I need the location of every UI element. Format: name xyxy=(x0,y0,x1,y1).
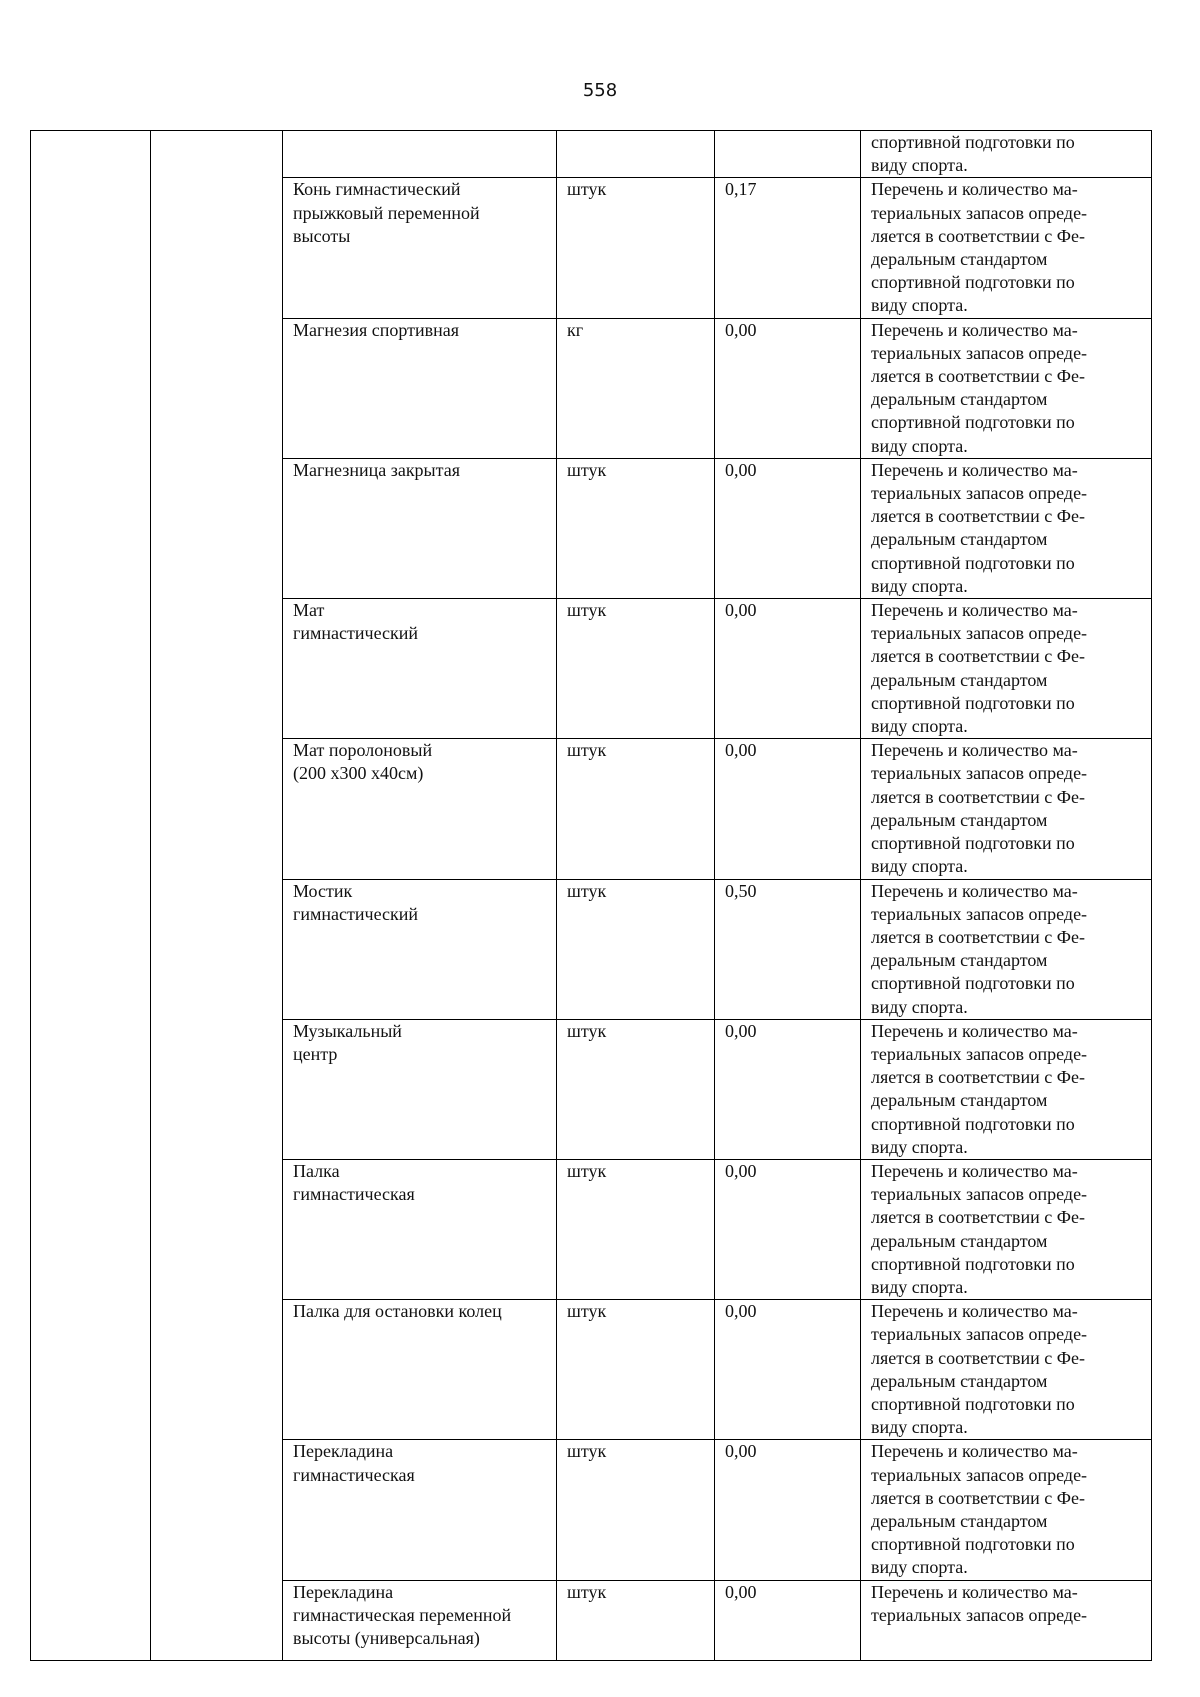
unit-cell: штук xyxy=(557,599,715,739)
note-cell: Перечень и количество ма- териальных запасов опреде- ляется в соответствии с Фе- деральным стандартом спортивной подготовки по виду спорта. xyxy=(861,1440,1152,1580)
note-cell: Перечень и количество ма- териальных запасов опреде- ляется в соответствии с Фе- деральным стандартом спортивной подготовки по виду спорта. xyxy=(861,1159,1152,1299)
item-name-cell: Магнезница закрытая xyxy=(283,458,557,598)
note-cell: Перечень и количество ма- териальных запасов опреде- ляется в соответствии с Фе- деральным стандартом спортивной подготовки по виду спорта. xyxy=(861,318,1152,458)
quantity-cell: 0,00 xyxy=(715,1159,861,1299)
unit-cell: штук xyxy=(557,178,715,318)
unit-cell: штук xyxy=(557,879,715,1019)
quantity-cell: 0,00 xyxy=(715,1440,861,1580)
item-name-cell: Палка гимнастическая xyxy=(283,1159,557,1299)
quantity-cell: 0,00 xyxy=(715,1019,861,1159)
note-cell: Перечень и количество ма- териальных запасов опреде- ляется в соответствии с Фе- деральным стандартом спортивной подготовки по виду спорта. xyxy=(861,1019,1152,1159)
note-cell: Перечень и количество ма- териальных запасов опреде- ляется в соответствии с Фе- деральным стандартом спортивной подготовки по виду спорта. xyxy=(861,178,1152,318)
quantity-cell: 0,00 xyxy=(715,318,861,458)
unit-cell: штук xyxy=(557,739,715,879)
quantity-cell: 0,00 xyxy=(715,739,861,879)
note-cell: Перечень и количество ма- териальных запасов опреде- xyxy=(861,1580,1152,1660)
item-name-cell: Палка для остановки колец xyxy=(283,1300,557,1440)
quantity-cell: 0,00 xyxy=(715,599,861,739)
unit-cell: штук xyxy=(557,458,715,598)
page-number: 558 xyxy=(582,80,618,101)
item-name-cell xyxy=(283,131,557,178)
quantity-cell xyxy=(715,131,861,178)
unit-cell: штук xyxy=(557,1019,715,1159)
note-cell: Перечень и количество ма- териальных запасов опреде- ляется в соответствии с Фе- деральным стандартом спортивной подготовки по виду спорта. xyxy=(861,739,1152,879)
table-row-continued xyxy=(31,131,1152,178)
note-cell: Перечень и количество ма- териальных запасов опреде- ляется в соответствии с Фе- деральным стандартом спортивной подготовки по виду спорта. xyxy=(861,1300,1152,1440)
item-name-cell: Музыкальный центр xyxy=(283,1019,557,1159)
unit-cell: штук xyxy=(557,1159,715,1299)
unit-cell: штук xyxy=(557,1580,715,1660)
merged-cell-col2 xyxy=(151,131,283,1661)
equipment-table xyxy=(30,130,1152,1661)
note-cell: Перечень и количество ма- териальных запасов опреде- ляется в соответствии с Фе- деральным стандартом спортивной подготовки по виду спорта. xyxy=(861,458,1152,598)
note-cell: спортивной подготовки по виду спорта. xyxy=(861,131,1152,178)
merged-cell-col1 xyxy=(31,131,151,1661)
quantity-cell: 0,17 xyxy=(715,178,861,318)
item-name-cell: Перекладина гимнастическая xyxy=(283,1440,557,1580)
unit-cell: штук xyxy=(557,1440,715,1580)
item-name-cell: Перекладина гимнастическая переменной высоты (универсальная) xyxy=(283,1580,557,1660)
unit-cell: штук xyxy=(557,1300,715,1440)
quantity-cell: 0,00 xyxy=(715,458,861,598)
unit-cell xyxy=(557,131,715,178)
item-name-cell: Мат поролоновый (200 х300 х40см) xyxy=(283,739,557,879)
unit-cell: кг xyxy=(557,318,715,458)
note-cell: Перечень и количество ма- териальных запасов опреде- ляется в соответствии с Фе- деральным стандартом спортивной подготовки по виду спорта. xyxy=(861,599,1152,739)
item-name-cell: Мат гимнастический xyxy=(283,599,557,739)
item-name-cell: Мостик гимнастический xyxy=(283,879,557,1019)
quantity-cell: 0,50 xyxy=(715,879,861,1019)
quantity-cell: 0,00 xyxy=(715,1580,861,1660)
item-name-cell: Конь гимнастический прыжковый переменной высоты xyxy=(283,178,557,318)
note-cell: Перечень и количество ма- териальных запасов опреде- ляется в соответствии с Фе- деральным стандартом спортивной подготовки по виду спорта. xyxy=(861,879,1152,1019)
quantity-cell: 0,00 xyxy=(715,1300,861,1440)
item-name-cell: Магнезия спортивная xyxy=(283,318,557,458)
